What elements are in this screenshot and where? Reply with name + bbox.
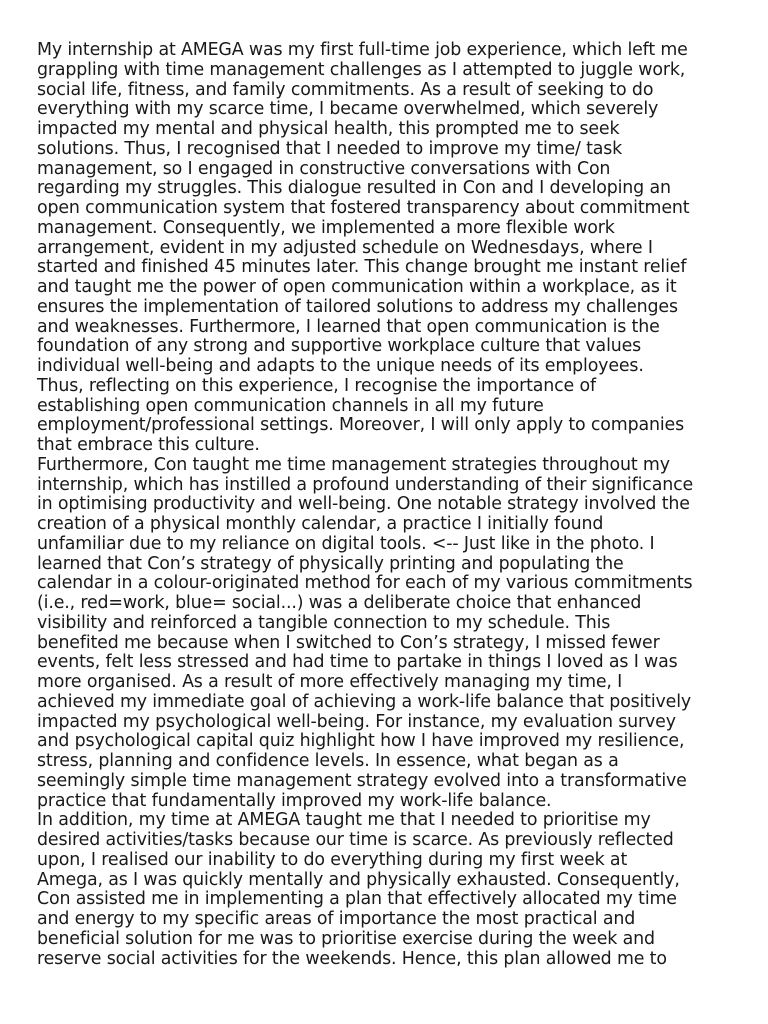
text-line: achieved my immediate goal of achieving a work-life balance that positively [37, 691, 692, 712]
text-line: In addition, my time at AMEGA taught me that I needed to prioritise my [37, 810, 651, 831]
text-line: practice that fundamentally improved my work-life balance. [37, 790, 552, 811]
text-line: beneficial solution for me was to prioritise exercise during the week and [37, 928, 655, 949]
text-line: open communication system that fostered transparency about commitment [37, 198, 690, 218]
text-line: arrangement, evident in my adjusted schedule on Wednesdays, where I [37, 237, 653, 258]
text-line: grappling with time management challenges as I attempted to juggle work, [37, 59, 686, 80]
text-line: in optimising productivity and well-being. One notable strategy involved the [37, 494, 690, 515]
text-line: foundation of any strong and supportive workplace culture that values [37, 336, 642, 357]
text-line: establishing open communication channels in all my future [37, 395, 544, 416]
text-line: upon, I realised our inability to do everything during my first week at [37, 849, 628, 870]
text-line: more organised. As a result of more effectively managing my time, I [37, 672, 623, 692]
text-line: individual well-being and adapts to the unique needs of its employees. [37, 356, 644, 376]
text-line: regarding my struggles. This dialogue resulted in Con and I developing an [37, 178, 671, 199]
text-line: social life, fitness, and family commitments. As a result of seeking to do [37, 79, 654, 100]
text-line: Con assisted me in implementing a plan that effectively allocated my time [37, 889, 677, 910]
text-line: calendar in a colour-originated method for each of my various commitments [37, 573, 693, 594]
text-line: employment/professional settings. Moreover, I will only apply to companies [37, 415, 684, 436]
text-line: My internship at AMEGA was my first full-time job experience, which left me [37, 40, 688, 60]
text-line: visibility and reinforced a tangible connection to my schedule. This [37, 612, 611, 633]
text-line: Thus, reflecting on this experience, I recognise the importance of [37, 375, 596, 396]
text-line: management, so I engaged in constructive conversations with Con [37, 158, 611, 179]
text-line: started and finished 45 minutes later. This change brought me instant relief [37, 257, 687, 278]
text-line: everything with my scarce time, I became overwhelmed, which severely [37, 99, 659, 120]
text-line: ensures the implementation of tailored solutions to address my challenges [37, 296, 678, 317]
text-line: stress, planning and confidence levels. In essence, what began as a [37, 751, 619, 771]
text-line: unfamiliar due to my reliance on digital tools. <-- Just like in the photo. I [37, 533, 655, 554]
text-line: impacted my psychological well-being. For instance, my evaluation survey [37, 711, 676, 732]
text-line: reserve social activities for the weekends. Hence, this plan allowed me to [37, 948, 667, 969]
text-line: solutions. Thus, I recognised that I needed to improve my time/ task [37, 138, 623, 159]
text-line: learned that Con’s strategy of physically printing and populating the [37, 553, 624, 574]
text-line: impacted my mental and physical health, this prompted me to seek [37, 119, 620, 139]
document-page [37, 41, 737, 969]
text-line: creation of a physical monthly calendar, a practice I initially found [37, 514, 604, 534]
paragraph-prioritisation [37, 811, 737, 969]
text-line: that embrace this culture. [37, 435, 260, 455]
text-line: events, felt less stressed and had time to partake in things I loved as I was [37, 652, 678, 673]
text-line: Furthermore, Con taught me time management strategies throughout my [37, 454, 670, 475]
text-line: (i.e., red=work, blue= social...) was a deliberate choice that enhanced [37, 593, 642, 613]
paragraph-time-management [37, 456, 737, 812]
text-line: management. Consequently, we implemented a more flexible work [37, 217, 615, 238]
text-line: desired activities/tasks because our time is scarce. As previously reflected [37, 830, 674, 850]
paragraph-internship-communication [37, 41, 737, 456]
text-line: seemingly simple time management strategy evolved into a transformative [37, 770, 687, 791]
text-line: and taught me the power of open communication within a workplace, as it [37, 277, 677, 297]
text-line: and weaknesses. Furthermore, I learned that open communication is the [37, 316, 660, 337]
text-line: internship, which has instilled a profound understanding of their significance [37, 474, 694, 495]
text-line: benefited me because when I switched to Con’s strategy, I missed fewer [37, 632, 660, 653]
text-line: and energy to my specific areas of importance the most practical and [37, 909, 636, 929]
text-line: and psychological capital quiz highlight how I have improved my resilience, [37, 731, 685, 752]
text-line: Amega, as I was quickly mentally and physically exhausted. Consequently, [37, 869, 680, 890]
